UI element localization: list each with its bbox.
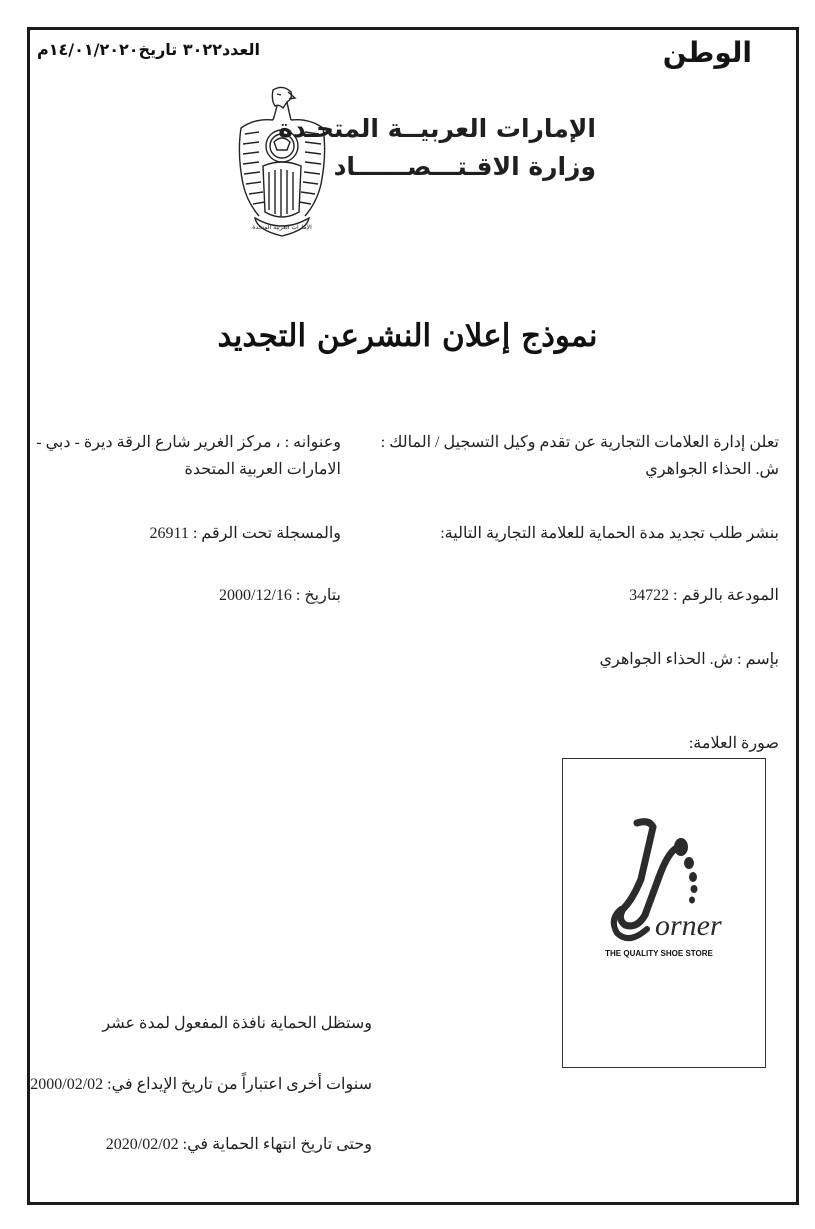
renewal-request: بنشر طلب تجديد مدة الحماية للعلامة التجارية التالية: (440, 525, 779, 542)
owner-name: ش. الحذاء الجواهري (645, 461, 779, 478)
address-line-1: وعنوانه : ، مركز الغرير شارع الرقة ديرة - دبي - (36, 434, 341, 451)
trademark-tagline: THE QUALITY SHOE STORE (605, 949, 713, 958)
emblem-caption: الإمارات العربية المتحدة (252, 224, 312, 231)
ministry-header (278, 110, 596, 186)
form-title: نموذج إعلان النشرعن التجديد (217, 318, 598, 354)
ministry-name: وزارة الاقـتـــصــــــاد (333, 152, 596, 181)
country-name: الإمارات العربيــة المتحـدة (278, 114, 596, 143)
protection-line-1: وستظل الحماية نافذة المفعول لمدة عشر (102, 1015, 372, 1032)
address-line-2: الامارات العربية المتحدة (184, 461, 341, 478)
protection-line-3: وحتى تاريخ انتهاء الحماية في: 2020/02/02 (105, 1136, 372, 1153)
intro-line: تعلن إدارة العلامات التجارية عن تقدم وكيل التسجيل / المالك : (380, 434, 779, 451)
mark-image-label: صورة العلامة: (688, 735, 779, 752)
newspaper-logo-text: الوطن (662, 36, 752, 69)
filed-number: المودعة بالرقم : 34722 (629, 587, 779, 604)
date-line: بتاريخ : 2000/12/16 (219, 587, 341, 604)
trademark-brand-text: orner (655, 909, 722, 942)
trademark-logo (563, 759, 764, 1066)
trademark-image-box (562, 758, 766, 1068)
in-name-of: بإسم : ش. الحذاء الجواهري (599, 651, 779, 668)
newspaper-logo (663, 36, 752, 69)
protection-line-2: سنوات أخرى اعتباراً من تاريخ الإيداع في: 2000/02/02 (30, 1076, 372, 1093)
registered-under: والمسجلة تحت الرقم : 26911 (149, 525, 341, 542)
issue-date-line: العدد٣٠٢٢ تاريخ١٤/٠١/٢٠٢٠م (37, 40, 260, 59)
